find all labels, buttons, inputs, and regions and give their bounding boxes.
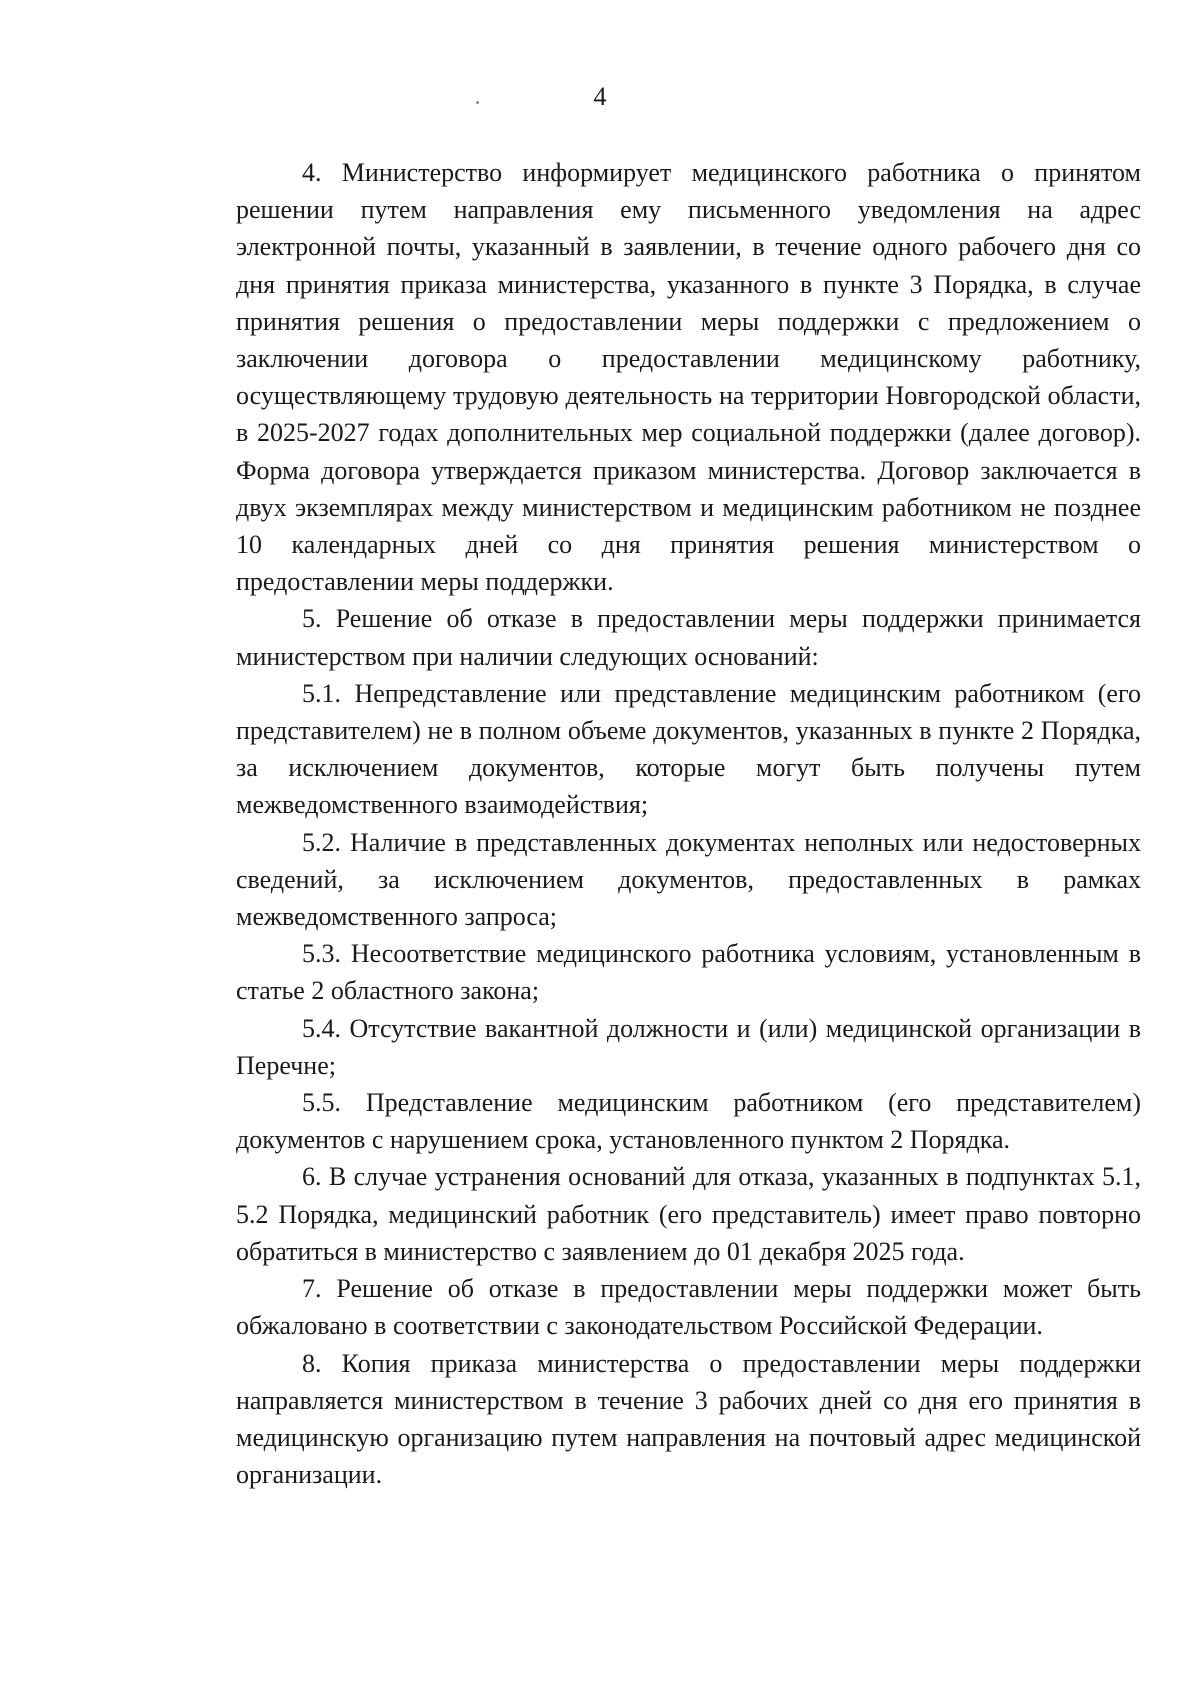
paragraph-5-2-inaccurate-information: 5.2. Наличие в представленных документах неполных или недостоверных сведений, за исключением документов, предоставленных в рамках межведомственного запроса; xyxy=(236,827,1141,932)
paragraph-4-notification: 4. Министерство информирует медицинского работника о принятом решении путем направления ему письменного уведомления на адрес электронной почты, указанный в заявлении, в течение одного рабочего дня со дня принятия приказа министерства, указанного в пункте 3 Порядка, в случае принятия решения о предоставлении меры поддержки с предложением о заключении договора о предоставлении медицинскому работнику, осуществляющему трудовую деятельность на территории Новгородской области, в 2025-2027 годах дополнительных мер социальной поддержки (далее договор). Форма договора утверждается приказом министерства. Договор заключается в двух экземплярах между министерством и медицинским работником не позднее 10 календарных дней со дня принятия решения министерством о предоставлении меры поддержки. xyxy=(236,158,1141,597)
paragraph-6-reapplication: 6. В случае устранения оснований для отказа, указанных в подпунктах 5.1, 5.2 Порядка, медицинский работник (его представитель) имеет право повторно обратиться в министерство с заявлением до 01 декабря 2025 года. xyxy=(236,1162,1141,1266)
paragraph-5-5-deadline-violation: 5.5. Представление медицинским работником (его представителем) документов с нарушением срока, установленного пунктом 2 Порядка. xyxy=(236,1088,1141,1155)
document-body xyxy=(236,154,1141,1493)
paragraph-8-order-copy: 8. Копия приказа министерства о предоставлении меры поддержки направляется министерством в течение 3 рабочих дней со дня его принятия в медицинскую организацию путем направления на почтовый адрес медицинской организации. xyxy=(236,1348,1141,1490)
paragraph-7-appeal: 7. Решение об отказе в предоставлении меры поддержки может быть обжаловано в соответствии с законодательством Российской Федерации. xyxy=(236,1274,1141,1341)
paragraph-5-refusal-grounds: 5. Решение об отказе в предоставлении меры поддержки принимается министерством при наличии следующих оснований: xyxy=(236,604,1141,671)
page-number: 4 xyxy=(593,82,607,111)
paragraph-5-3-non-compliance: 5.3. Несоответствие медицинского работника условиям, установленным в статье 2 областного закона; xyxy=(236,939,1141,1006)
paragraph-5-1-incomplete-documents: 5.1. Непредставление или представление медицинским работником (его представителем) не в полном объеме документов, указанных в пункте 2 Порядка, за исключением документов, которые могут быть получены путем межведомственного взаимодействия; xyxy=(236,678,1141,820)
paragraph-5-4-no-vacancy: 5.4. Отсутствие вакантной должности и (или) медицинской организации в Перечне; xyxy=(236,1013,1141,1080)
